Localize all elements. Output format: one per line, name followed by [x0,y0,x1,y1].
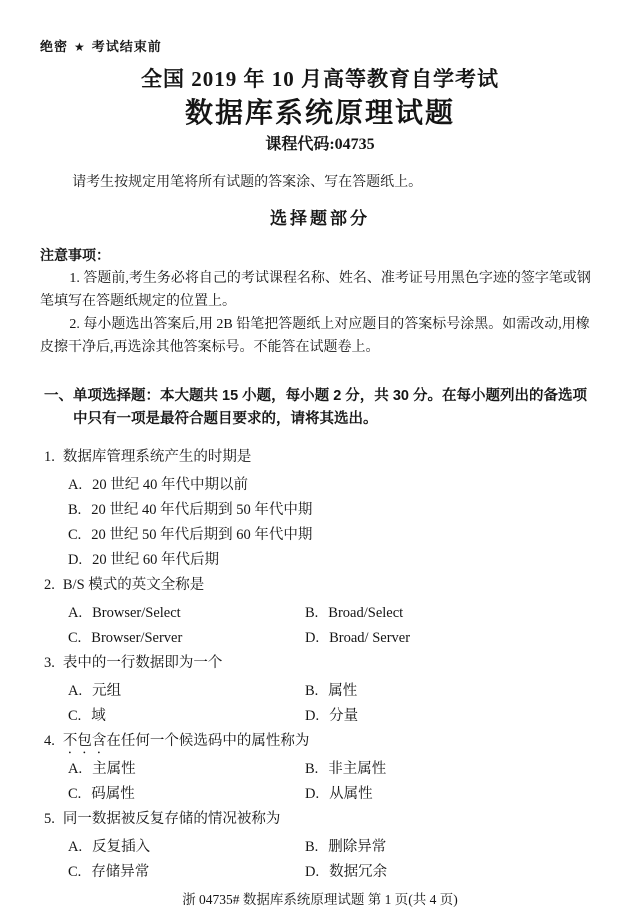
notice-item-2: 2. 每小题选出答案后,用 2B 铅笔把答题纸上对应题目的答案标号涂黑。如需改动,用橡皮擦干净后,再选涂其他答案标号。不能答在试题卷上。 [40,317,590,355]
options-list [68,473,600,573]
option-a [68,757,305,782]
notice-title: 注意事项： [40,247,110,263]
option-d [68,548,600,573]
option-b [305,757,600,782]
star-icon: ★ [74,40,86,54]
option-d [305,860,600,885]
option-d [305,626,600,651]
options-list [68,601,600,651]
question-stem-text: 同一数据被反复存储的情况被称为 [62,811,281,827]
option-label: A. [68,839,83,855]
security-header [40,36,600,53]
paper-title: 数据库系统原理试题 [184,97,455,128]
option-text: 非主属性 [328,761,387,777]
option-text: 主属性 [92,761,136,777]
question-stem-text: 数据库管理系统产生的时期是 [62,449,252,465]
question-stem [44,651,600,679]
option-text: 分量 [329,708,359,724]
option-text: 码属性 [91,786,135,802]
question-stem [44,445,600,473]
question-number: 2. [44,577,55,593]
question-number: 4. [44,733,55,749]
exam-timing-label: 考试结束前 [91,39,162,54]
question-stem-emphasis: 不包含 [62,733,107,749]
option-text: 域 [91,708,106,724]
option-text: 元组 [92,683,122,699]
question-stem-text: 表中的一行数据即为一个 [62,655,223,671]
question-stem [44,729,600,757]
options-list [68,757,600,807]
option-label: D. [305,708,320,724]
option-text: 删除异常 [328,839,387,855]
option-text: Broad/Select [328,605,404,621]
option-label: C. [68,630,82,646]
answer-sheet-instruction: 请考生按规定用笔将所有试题的答案涂、写在答题纸上。 [72,175,423,190]
options-list [68,679,600,729]
option-c [68,860,305,885]
option-text: 存储异常 [91,864,150,880]
option-label: D. [305,630,320,646]
page-footer: 浙 04735# 数据库系统原理试题 第 1 页(共 4 页) [182,892,458,907]
option-c [68,704,305,729]
option-label: B. [305,761,319,777]
question-number: 3. [44,655,55,671]
question-2 [44,573,600,651]
option-c [68,626,305,651]
course-code: 课程代码:04735 [265,136,375,153]
question-stem [44,573,600,601]
option-a [68,473,600,498]
options-list [68,835,600,885]
question-stem-text: 在任何一个候选码中的属性称为 [106,733,310,749]
option-label: B. [305,839,319,855]
option-label: B. [305,605,319,621]
option-label: C. [68,527,82,543]
option-a [68,601,305,626]
security-classification: 绝密 [40,39,69,54]
option-text: Broad/ Server [329,630,411,646]
option-b [305,601,600,626]
option-a [68,835,305,860]
option-c [68,782,305,807]
option-b [68,498,600,523]
option-d [305,782,600,807]
notice-item-1: 1. 答题前,考生务必将自己的考试课程名称、姓名、准考证号用黑色字迹的签字笔或钢笔填写在答题纸规定的位置上。 [40,271,591,309]
option-label: D. [68,552,83,568]
option-label: A. [68,605,83,621]
question-3 [44,651,600,729]
option-text: 20 世纪 60 年代后期 [92,552,219,568]
option-label: D. [305,786,320,802]
option-b [305,679,600,704]
option-label: A. [68,761,83,777]
option-label: A. [68,477,83,493]
option-label: D. [305,864,320,880]
option-c [68,523,600,548]
question-5 [44,807,600,885]
option-label: C. [68,864,82,880]
section-title: 选择题部分 [270,209,370,228]
question-stem [44,807,600,835]
question-1 [44,445,600,573]
option-text: 反复插入 [92,839,151,855]
option-label: A. [68,683,83,699]
exam-title: 全国 2019 年 10 月高等教育自学考试 [141,67,499,91]
option-text: 20 世纪 40 年代中期以前 [92,477,248,493]
question-4 [44,729,600,807]
option-text: 20 世纪 40 年代后期到 50 年代中期 [91,502,313,518]
question-stem-text: B/S 模式的英文全称是 [62,577,205,593]
option-text: 数据冗余 [329,864,388,880]
option-text: Browser/Server [91,630,183,646]
option-d [305,704,600,729]
part-one-number: 一、 [44,388,73,404]
option-text: 从属性 [329,786,373,802]
option-label: C. [68,708,82,724]
option-text: 20 世纪 50 年代后期到 60 年代中期 [91,527,313,543]
option-text: 属性 [328,683,358,699]
option-label: B. [305,683,319,699]
notice-block [40,244,600,359]
question-list [40,445,600,885]
option-label: C. [68,786,82,802]
option-a [68,679,305,704]
option-label: B. [68,502,82,518]
part-one-heading [44,385,600,431]
option-text: Browser/Select [92,605,181,621]
option-b [305,835,600,860]
part-one-heading-text: 单项选择题：本大题共 15 小题，每小题 2 分，共 30 分。在每小题列出的备选项中只有一项是最符合题目要求的，请将其选出。 [73,388,587,427]
question-number: 1. [44,449,55,465]
question-number: 5. [44,811,55,827]
